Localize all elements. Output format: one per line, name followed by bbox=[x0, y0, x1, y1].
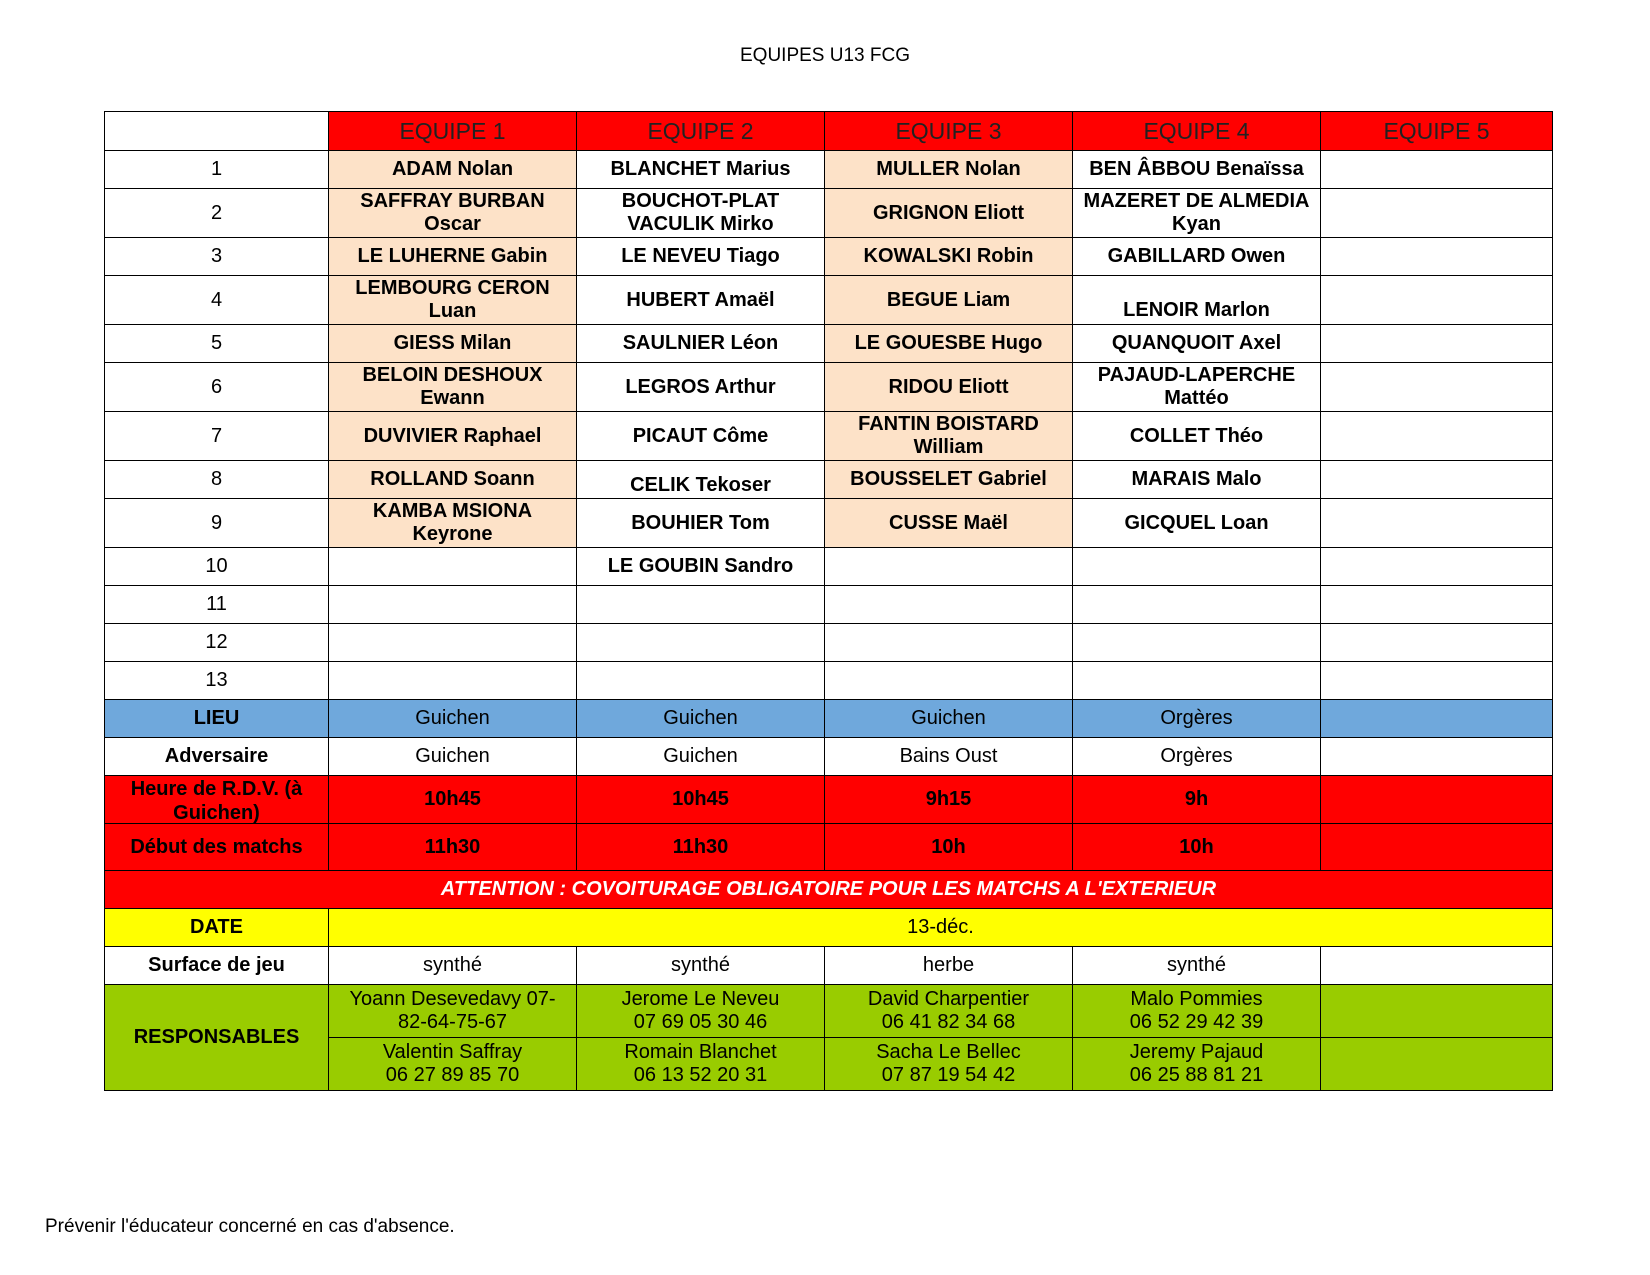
player-cell: CELIK Tekoser bbox=[577, 461, 825, 499]
player-cell: LENOIR Marlon bbox=[1073, 276, 1321, 325]
player-row bbox=[105, 325, 1553, 363]
debut-value: 10h bbox=[1073, 824, 1321, 871]
player-cell bbox=[1321, 325, 1553, 363]
rdv-value: 9h15 bbox=[825, 776, 1073, 824]
player-cell: BOUCHOT-PLAT VACULIK Mirko bbox=[577, 189, 825, 238]
player-cell: FANTIN BOISTARD William bbox=[825, 412, 1073, 461]
player-cell: COLLET Théo bbox=[1073, 412, 1321, 461]
team-header-4: EQUIPE 4 bbox=[1073, 112, 1321, 151]
player-row bbox=[105, 276, 1553, 325]
lieu-row bbox=[105, 700, 1553, 738]
responsable-cell-empty bbox=[1321, 1038, 1553, 1091]
player-cell bbox=[1321, 238, 1553, 276]
player-cell bbox=[1321, 151, 1553, 189]
row-number: 8 bbox=[105, 461, 329, 499]
row-number: 13 bbox=[105, 662, 329, 700]
attention-banner: ATTENTION : COVOITURAGE OBLIGATOIRE POUR LES MATCHS A L'EXTERIEUR bbox=[105, 871, 1553, 909]
adversaire-value bbox=[1321, 738, 1553, 776]
adversaire-row bbox=[105, 738, 1553, 776]
player-cell: LEMBOURG CERON Luan bbox=[329, 276, 577, 325]
team-header-5: EQUIPE 5 bbox=[1321, 112, 1553, 151]
player-cell: MAZERET DE ALMEDIA Kyan bbox=[1073, 189, 1321, 238]
responsable-cell-empty bbox=[1321, 985, 1553, 1038]
responsable-name: Romain Blanchet bbox=[624, 1041, 777, 1063]
adversaire-value: Bains Oust bbox=[825, 738, 1073, 776]
player-cell: BLANCHET Marius bbox=[577, 151, 825, 189]
row-number: 2 bbox=[105, 189, 329, 238]
responsable-cell bbox=[825, 985, 1073, 1038]
debut-value: 11h30 bbox=[577, 824, 825, 871]
debut-value: 10h bbox=[825, 824, 1073, 871]
player-cell bbox=[1073, 624, 1321, 662]
responsable-cell bbox=[329, 985, 577, 1038]
responsable-phone: 06 27 89 85 70 bbox=[385, 1064, 520, 1086]
player-cell bbox=[577, 624, 825, 662]
player-cell: SAULNIER Léon bbox=[577, 325, 825, 363]
attention-row bbox=[105, 871, 1553, 909]
player-row bbox=[105, 189, 1553, 238]
player-cell: LE GOUESBE Hugo bbox=[825, 325, 1073, 363]
player-cell: BOUHIER Tom bbox=[577, 499, 825, 548]
player-cell: MULLER Nolan bbox=[825, 151, 1073, 189]
responsable-cell bbox=[1073, 985, 1321, 1038]
debut-row bbox=[105, 824, 1553, 871]
player-row bbox=[105, 586, 1553, 624]
responsable-name: Sacha Le Bellec bbox=[876, 1041, 1021, 1063]
player-cell: GABILLARD Owen bbox=[1073, 238, 1321, 276]
player-cell bbox=[1321, 412, 1553, 461]
player-cell bbox=[825, 624, 1073, 662]
row-number: 9 bbox=[105, 499, 329, 548]
player-row bbox=[105, 461, 1553, 499]
player-cell: RIDOU Eliott bbox=[825, 363, 1073, 412]
player-cell: LEGROS Arthur bbox=[577, 363, 825, 412]
player-cell: BEGUE Liam bbox=[825, 276, 1073, 325]
player-row bbox=[105, 363, 1553, 412]
row-number: 7 bbox=[105, 412, 329, 461]
team-header-3: EQUIPE 3 bbox=[825, 112, 1073, 151]
surface-value bbox=[1321, 947, 1553, 985]
adversaire-value: Guichen bbox=[577, 738, 825, 776]
lieu-value: Orgères bbox=[1073, 700, 1321, 738]
responsable-cell bbox=[577, 985, 825, 1038]
player-cell: KAMBA MSIONA Keyrone bbox=[329, 499, 577, 548]
rdv-value: 9h bbox=[1073, 776, 1321, 824]
responsables-label: RESPONSABLES bbox=[105, 985, 329, 1091]
player-cell: LE NEVEU Tiago bbox=[577, 238, 825, 276]
player-row bbox=[105, 624, 1553, 662]
row-number: 10 bbox=[105, 548, 329, 586]
row-number: 1 bbox=[105, 151, 329, 189]
adversaire-label: Adversaire bbox=[105, 738, 329, 776]
player-cell: BEN ÂBBOU Benaïssa bbox=[1073, 151, 1321, 189]
rdv-value: 10h45 bbox=[329, 776, 577, 824]
responsable-cell bbox=[1073, 1038, 1321, 1091]
date-label: DATE bbox=[105, 909, 329, 947]
adversaire-value: Guichen bbox=[329, 738, 577, 776]
rdv-label bbox=[105, 776, 329, 824]
player-cell: GICQUEL Loan bbox=[1073, 499, 1321, 548]
responsable-name: Jeremy Pajaud bbox=[1129, 1041, 1264, 1063]
player-cell bbox=[1321, 548, 1553, 586]
responsable-phone: 06 13 52 20 31 bbox=[633, 1064, 768, 1086]
header-row bbox=[105, 112, 1553, 151]
player-cell: QUANQUOIT Axel bbox=[1073, 325, 1321, 363]
player-cell bbox=[1321, 363, 1553, 412]
debut-label: Début des matchs bbox=[105, 824, 329, 871]
player-cell: LE LUHERNE Gabin bbox=[329, 238, 577, 276]
rdv-value bbox=[1321, 776, 1553, 824]
player-cell: GIESS Milan bbox=[329, 325, 577, 363]
responsable-cell bbox=[825, 1038, 1073, 1091]
footer-note: Prévenir l'éducateur concerné en cas d'absence. bbox=[45, 1216, 455, 1237]
responsable-phone: 06 52 29 42 39 bbox=[1129, 1011, 1264, 1033]
player-cell bbox=[577, 662, 825, 700]
responsable-phone: 07 87 19 54 42 bbox=[881, 1064, 1016, 1086]
responsable-name: David Charpentier bbox=[867, 988, 1030, 1010]
responsables-row-1 bbox=[105, 985, 1553, 1038]
player-cell: PAJAUD-LAPERCHE Mattéo bbox=[1073, 363, 1321, 412]
rdv-value: 10h45 bbox=[577, 776, 825, 824]
player-cell: LE GOUBIN Sandro bbox=[577, 548, 825, 586]
row-number: 6 bbox=[105, 363, 329, 412]
player-row bbox=[105, 151, 1553, 189]
player-cell: KOWALSKI Robin bbox=[825, 238, 1073, 276]
date-row bbox=[105, 909, 1553, 947]
player-cell bbox=[1073, 662, 1321, 700]
row-number: 4 bbox=[105, 276, 329, 325]
player-cell bbox=[1321, 189, 1553, 238]
lieu-value: Guichen bbox=[825, 700, 1073, 738]
responsable-phone: 06 41 82 34 68 bbox=[881, 1011, 1016, 1033]
player-cell bbox=[1321, 662, 1553, 700]
player-cell bbox=[1321, 276, 1553, 325]
responsable-name: Jerome Le Neveu bbox=[621, 988, 780, 1010]
row-number: 3 bbox=[105, 238, 329, 276]
player-cell bbox=[329, 548, 577, 586]
lieu-label: LIEU bbox=[105, 700, 329, 738]
team-header-1: EQUIPE 1 bbox=[329, 112, 577, 151]
lieu-value: Guichen bbox=[577, 700, 825, 738]
adversaire-value: Orgères bbox=[1073, 738, 1321, 776]
surface-label: Surface de jeu bbox=[105, 947, 329, 985]
player-cell: BOUSSELET Gabriel bbox=[825, 461, 1073, 499]
player-cell bbox=[329, 662, 577, 700]
page-title: EQUIPES U13 FCG bbox=[740, 45, 910, 66]
player-cell: ROLLAND Soann bbox=[329, 461, 577, 499]
player-cell: MARAIS Malo bbox=[1073, 461, 1321, 499]
responsable-phone: 82-64-75-67 bbox=[398, 1011, 507, 1033]
team-header-2: EQUIPE 2 bbox=[577, 112, 825, 151]
rdv-row bbox=[105, 776, 1553, 824]
surface-row bbox=[105, 947, 1553, 985]
player-row bbox=[105, 238, 1553, 276]
player-cell bbox=[825, 586, 1073, 624]
player-cell: DUVIVIER Raphael bbox=[329, 412, 577, 461]
responsable-phone: 07 69 05 30 46 bbox=[633, 1011, 768, 1033]
player-row bbox=[105, 662, 1553, 700]
header-corner bbox=[105, 112, 329, 151]
row-number: 12 bbox=[105, 624, 329, 662]
surface-value: synthé bbox=[1073, 947, 1321, 985]
player-cell bbox=[1073, 586, 1321, 624]
surface-value: synthé bbox=[577, 947, 825, 985]
player-cell bbox=[1321, 499, 1553, 548]
player-cell: GRIGNON Eliott bbox=[825, 189, 1073, 238]
player-cell bbox=[1321, 461, 1553, 499]
player-cell bbox=[329, 624, 577, 662]
player-row bbox=[105, 412, 1553, 461]
player-cell: SAFFRAY BURBAN Oscar bbox=[329, 189, 577, 238]
surface-value: herbe bbox=[825, 947, 1073, 985]
player-cell: ADAM Nolan bbox=[329, 151, 577, 189]
responsable-cell bbox=[577, 1038, 825, 1091]
player-cell bbox=[1321, 586, 1553, 624]
row-number: 11 bbox=[105, 586, 329, 624]
player-cell: CUSSE Maël bbox=[825, 499, 1073, 548]
debut-value: 11h30 bbox=[329, 824, 577, 871]
player-cell bbox=[1321, 624, 1553, 662]
player-cell bbox=[825, 548, 1073, 586]
responsable-name: Valentin Saffray bbox=[382, 1041, 523, 1063]
team-table bbox=[104, 111, 1553, 1091]
player-cell: HUBERT Amaël bbox=[577, 276, 825, 325]
player-cell bbox=[1073, 548, 1321, 586]
responsable-cell bbox=[329, 1038, 577, 1091]
responsable-name: Malo Pommies bbox=[1130, 988, 1263, 1010]
lieu-value bbox=[1321, 700, 1553, 738]
player-cell bbox=[825, 662, 1073, 700]
date-value: 13-déc. bbox=[329, 909, 1553, 947]
responsable-phone: 06 25 88 81 21 bbox=[1129, 1064, 1264, 1086]
player-row bbox=[105, 548, 1553, 586]
player-cell: BELOIN DESHOUX Ewann bbox=[329, 363, 577, 412]
debut-value bbox=[1321, 824, 1553, 871]
rdv-label-text: Heure de R.D.V. (à Guichen) bbox=[130, 777, 303, 823]
surface-value: synthé bbox=[329, 947, 577, 985]
player-cell bbox=[577, 586, 825, 624]
player-cell bbox=[329, 586, 577, 624]
player-cell: PICAUT Côme bbox=[577, 412, 825, 461]
responsable-name: Yoann Desevedavy 07- bbox=[349, 988, 556, 1010]
player-row bbox=[105, 499, 1553, 548]
lieu-value: Guichen bbox=[329, 700, 577, 738]
row-number: 5 bbox=[105, 325, 329, 363]
